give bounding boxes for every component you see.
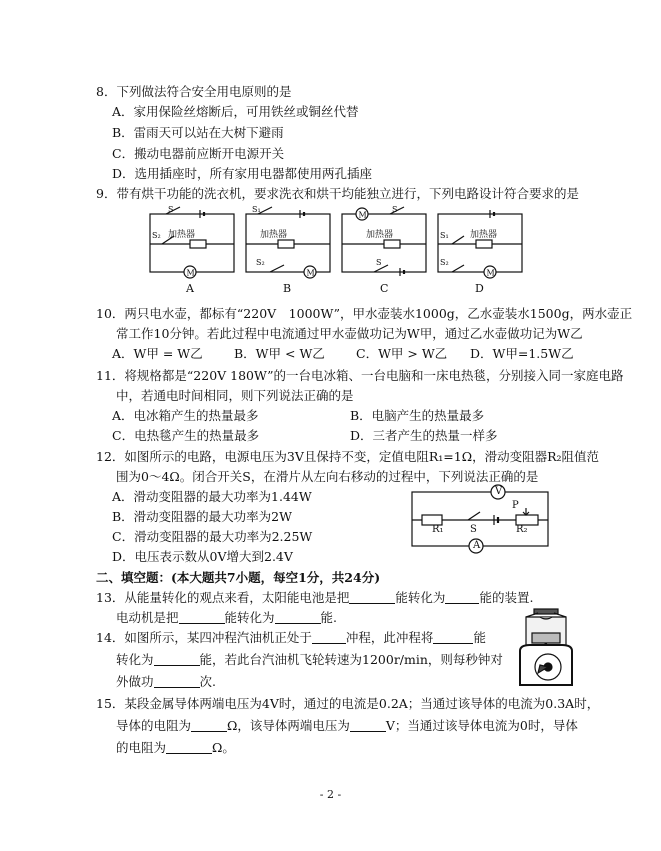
q13-text-5: 能转化为: [224, 610, 275, 625]
q14-line2: [116, 652, 503, 668]
circuit-d-heater-label: 加热器: [470, 230, 498, 240]
q15-text-3: V；当通过该导体电流为0时，导体: [385, 718, 578, 733]
q13-blank-3[interactable]: [179, 611, 225, 624]
q9-stem: 9．带有烘干功能的洗衣机，要求洗衣和烘干均能独立进行，下列电路设计符合要求的是: [96, 186, 579, 201]
circuit-c-switch-s1: S: [376, 258, 382, 267]
q8-option-b: B．雷雨天可以站在大树下避雨: [112, 125, 284, 140]
q14-text-3: 能: [473, 630, 486, 645]
q14-line1: [96, 630, 486, 646]
q12-stem-line1: 12．如图所示的电路，电源电压为3V且保持不变，定值电阻R₁=1Ω，滑动变阻器R₂阻值范: [96, 449, 600, 464]
q10-option-d: D．W甲=1.5W乙: [470, 346, 574, 361]
section2-heading: 二、填空题：(本大题共7小题，每空1分，共24分): [96, 570, 381, 585]
circuit-a-motor-label: M: [186, 268, 195, 278]
q13-text-4: 电动机是把: [116, 610, 179, 625]
circuit-d-label: D: [475, 282, 484, 295]
circuit-b: [246, 207, 330, 278]
q14-blank-3[interactable]: [154, 653, 200, 666]
q15-text-5: Ω。: [212, 740, 235, 755]
q13-blank-1[interactable]: [349, 591, 395, 604]
q11-stem-line1: 11．将规格都是“220V 180W”的一台电冰箱、一台电脑和一床电热毯，分别接入同一家庭电路: [96, 368, 624, 383]
circuit-a-label: A: [186, 282, 194, 295]
q12-ammeter-label: A: [473, 540, 481, 551]
q14-text-7: 次.: [199, 674, 216, 689]
circuit-b-label: B: [283, 282, 292, 295]
q11-option-d: D．三者产生的热量一样多: [350, 428, 498, 443]
circuit-b-switch-s2: S₂: [256, 258, 265, 267]
q8-option-a: A．家用保险丝熔断后，可用铁丝或铜丝代替: [112, 104, 359, 119]
q12-stem-line2: 围为0～4Ω。闭合开关S，在滑片从左向右移动的过程中，下列说法正确的是: [116, 469, 539, 484]
q11-stem-line2: 中，若通电时间相同，则下列说法正确的是: [116, 388, 354, 403]
q12-option-d: D．电压表示数从0V增大到2.4V: [112, 549, 293, 564]
q12-voltmeter-label: V: [495, 486, 503, 497]
q8-option-c: C．搬动电器前应断开电源开关: [112, 146, 285, 161]
q14-blank-2[interactable]: [433, 631, 473, 644]
q15-line1: 15．某段金属导体两端电压为4V时，通过的电流是0.2A；当通过该导体的电流为0.3A时，: [96, 696, 600, 711]
q14-text-1: 14．如图所示，某四冲程汽油机正处于: [96, 630, 312, 645]
q15-text-4: 的电阻为: [116, 740, 167, 755]
q11-option-a: A．电冰箱产生的热量最多: [112, 408, 259, 423]
q15-text-2: Ω，该导体两端电压为: [227, 718, 350, 733]
circuit-b-switch-s1: S₁: [252, 205, 261, 214]
q13-blank-2[interactable]: [445, 591, 479, 604]
q14-blank-1[interactable]: [312, 631, 346, 644]
circuit-d-motor-label: M: [486, 268, 495, 278]
q8-stem: 8．下列做法符合安全用电原则的是: [96, 84, 292, 99]
q10-stem-line1: 10．两只电水壶，都标有“220V 1000W”，甲水壶装水1000g，乙水壶装水1500g，两水壶正: [96, 306, 633, 321]
circuit-d-switch-s1: S₁: [440, 231, 449, 240]
q10-stem-line2: 常工作10分钟。若此过程中电流通过甲水壶做功记为W甲，通过乙水壶做功记为W乙: [116, 326, 583, 341]
circuit-c: [342, 207, 426, 276]
circuit-c-label: C: [380, 282, 389, 295]
q12-slider-p-label: P: [512, 500, 519, 511]
q12-option-a: A．滑动变阻器的最大功率为1.44W: [112, 489, 312, 504]
circuit-c-switch-s: S: [392, 205, 398, 214]
q14-text-4: 转化为: [116, 652, 154, 667]
q12-switch-s-label: S: [470, 524, 477, 535]
circuit-a-switch-s: S: [168, 205, 174, 214]
q15-blank-1[interactable]: [191, 719, 227, 732]
q14-text-2: 冲程，此冲程将: [345, 630, 434, 645]
circuit-a-switch-s2: S₂: [152, 231, 161, 240]
q15-line3: [116, 740, 235, 756]
q14-text-5: 能，若此台汽油机飞轮转速为1200r/min，则每秒钟对: [199, 652, 503, 667]
circuit-d: [438, 210, 522, 278]
q13-line2: [116, 610, 337, 626]
q15-blank-3[interactable]: [166, 741, 212, 754]
page-number: - 2 -: [319, 788, 342, 801]
q14-text-6: 外做功: [116, 674, 154, 689]
q13-line1: [96, 590, 533, 606]
q13-text-2: 能转化为: [395, 590, 446, 605]
circuit-b-motor-label: M: [306, 268, 315, 278]
q12-r1-label: R₁: [432, 524, 444, 535]
q13-text-3: 能的装置.: [479, 590, 534, 605]
circuit-a: [150, 207, 234, 278]
q11-option-b: B．电脑产生的热量最多: [350, 408, 485, 423]
circuit-d-switch-s2: S₂: [440, 258, 449, 267]
q13-text-1: 13．从能量转化的观点来看，太阳能电池是把: [96, 590, 350, 605]
q13-blank-4[interactable]: [275, 611, 321, 624]
q14-line3: [116, 674, 216, 690]
circuit-a-heater-label: 加热器: [168, 230, 196, 240]
q15-text-1: 导体的电阻为: [116, 718, 192, 733]
q10-option-a: A．W甲 = W乙: [112, 346, 203, 361]
q10-option-b: B．W甲 < W乙: [234, 346, 325, 361]
q14-blank-4[interactable]: [154, 675, 200, 688]
circuit-c-heater-label: 加热器: [366, 230, 394, 240]
q15-line2: [116, 718, 578, 734]
q9-circuit-diagrams: [140, 204, 525, 304]
q10-option-c: C．W甲 > W乙: [356, 346, 448, 361]
circuit-c-motor-label: M: [358, 210, 367, 220]
circuit-b-heater-label: 加热器: [260, 230, 288, 240]
q13-text-6: 能.: [320, 610, 338, 625]
q12-circuit-diagram: [408, 482, 558, 554]
q12-r2-label: R₂: [516, 524, 528, 535]
q12-option-b: B．滑动变阻器的最大功率为2W: [112, 509, 292, 524]
q14-engine-diagram: [518, 607, 574, 687]
q8-option-d: D．选用插座时，所有家用电器都使用两孔插座: [112, 166, 373, 181]
q11-option-c: C．电热毯产生的热量最多: [112, 428, 260, 443]
q12-option-c: C．滑动变阻器的最大功率为2.25W: [112, 529, 313, 544]
q15-blank-2[interactable]: [350, 719, 386, 732]
